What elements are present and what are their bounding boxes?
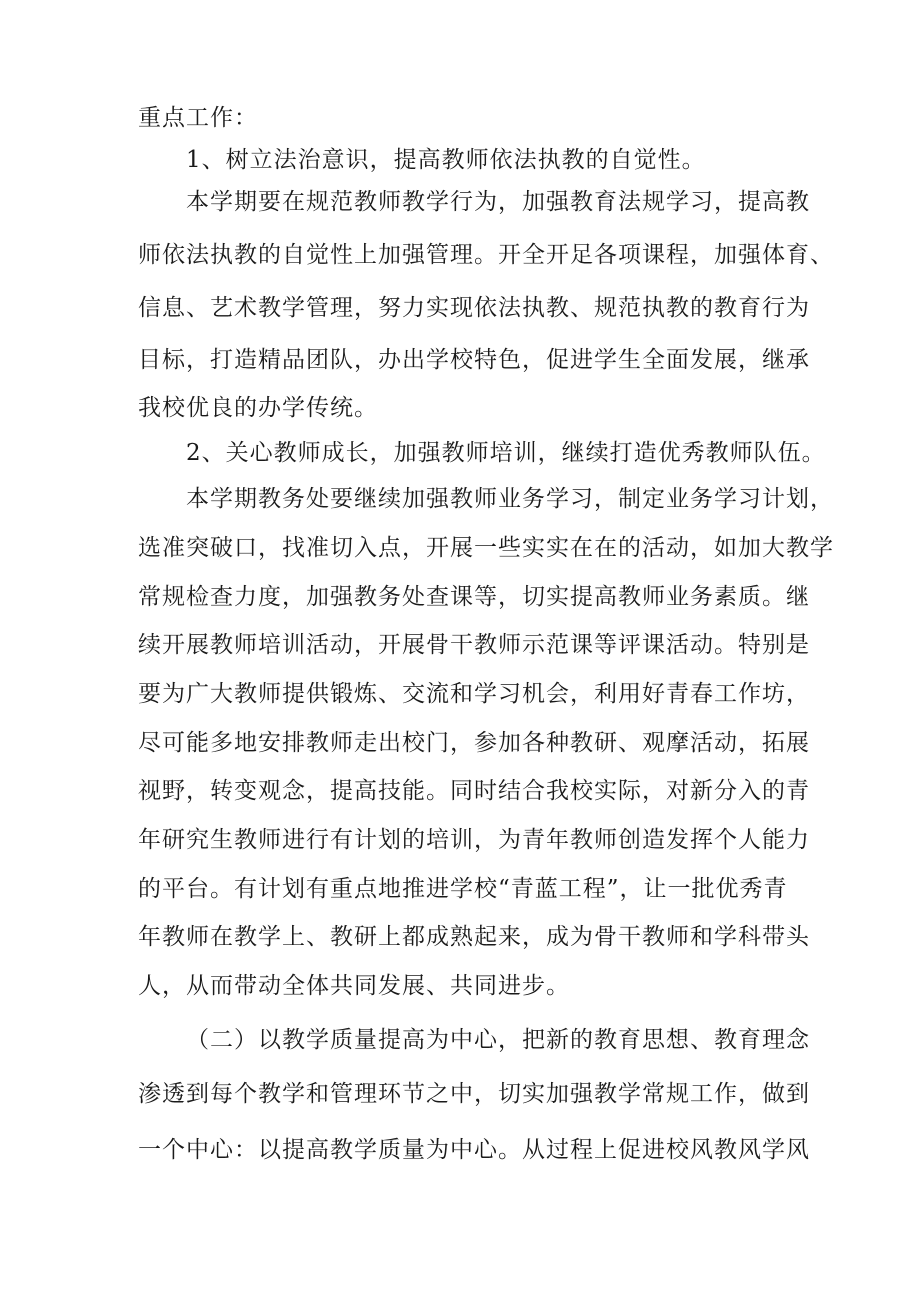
text-line: 年研究生教师进行有计划的培训，为青年教师创造发挥个人能力	[138, 827, 810, 853]
section-heading: 1、树立法治意识，提高教师依法执教的自觉性。	[186, 147, 706, 173]
text-line: 信息、艺术教学管理，努力实现依法执教、规范执教的教育行为	[138, 295, 810, 321]
text-line: 人，从而带动全体共同发展、共同进步。	[138, 973, 570, 999]
section-heading: （二）以教学质量提高为中心，把新的教育思想、教育理念	[186, 1027, 810, 1053]
text-line: 一个中心：以提高教学质量为中心。从过程上促进校风教风学风	[138, 1137, 810, 1163]
text-line: 视野，转变观念，提高技能。同时结合我校实际，对新分入的青	[138, 778, 810, 804]
section-heading: 2、关心教师成长，加强教师培训，继续打造优秀教师队伍。	[186, 440, 826, 466]
text-line: 续开展教师培训活动，开展骨干教师示范课等评课活动。特别是	[138, 632, 810, 658]
text-line: 要为广大教师提供锻炼、交流和学习机会，利用好青春工作坊，	[138, 681, 810, 707]
text-line: 重点工作：	[138, 105, 258, 131]
text-line: 我校优良的办学传统。	[138, 395, 378, 421]
text-line: 选准突破口，找准切入点，开展一些实实在在的活动，如加大教学	[138, 535, 834, 561]
text-line: 师依法执教的自觉性上加强管理。开全开足各项课程，加强体育、	[138, 242, 834, 268]
text-line: 的平台。有计划有重点地推进学校“青蓝工程”，让一批优秀青	[138, 876, 788, 902]
text-line: 本学期教务处要继续加强教师业务学习，制定业务学习计划，	[186, 486, 834, 512]
text-line: 常规检查力度，加强教务处查课等，切实提高教师业务素质。继	[138, 584, 810, 610]
text-line: 年教师在教学上、教研上都成熟起来，成为骨干教师和学科带头	[138, 924, 810, 950]
text-line: 目标，打造精品团队，办出学校特色，促进学生全面发展，继承	[138, 347, 810, 373]
text-line: 本学期要在规范教师教学行为，加强教育法规学习，提高教	[186, 189, 810, 215]
text-line: 尽可能多地安排教师走出校门，参加各种教研、观摩活动，拓展	[138, 730, 810, 756]
text-line: 渗透到每个教学和管理环节之中，切实加强教学常规工作，做到	[138, 1081, 810, 1107]
